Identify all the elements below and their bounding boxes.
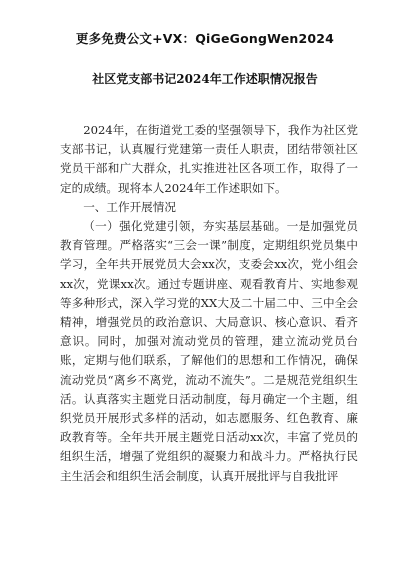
watermark-header: 更多免费公文+VX：QiGeGongWen2024 xyxy=(75,31,335,46)
section-heading: 一、工作开展情况 xyxy=(83,199,176,214)
section-paragraph: （一）强化党建引领，夯实基层基础。一是加强党员教育管理。严格落实“三会一课”制度，定期组织党员集中学习，全年共开展党员大会xx次，支委会xx次，党小组会xx次，党课xx次。通过专题讲座、观看教育片、实地参观等多种形式，深入学习党的XX大及二十届二中、三中全会精神，增强党员的政治意识、大局意识、核心意识、看齐意识。同时，加强对流动党员的管理，建立流动党员台账，定期与他们联系，了解他们的思想和工作情况，确保流动党员“离乡不离党，流动不流失”。二是规范党组织生活。认真落实主题党日活动制度，每月确定一个主题，组织党员开展形式多样的活动，如志愿服务、红色教育、廉政教育等。全年共开展主题党日活动xx次，丰富了党员的组织生活，增强了党组织的凝聚力和战斗力。严格执行民主生活会和组织生活会制度，认真开展批评与自我批评 xyxy=(60,219,358,483)
document-title: 社区党支部书记2024年工作述职情况报告 xyxy=(92,72,318,86)
document-body xyxy=(60,121,358,486)
intro-paragraph: 2024年，在街道党工委的坚强领导下，我作为社区党支部书记，认真履行党建第一责任人职责，团结带领社区党员干部和广大群众，扎实推进社区各项工作，取得了一定的成绩。现将本人2024年工作述职如下。 xyxy=(60,123,358,195)
